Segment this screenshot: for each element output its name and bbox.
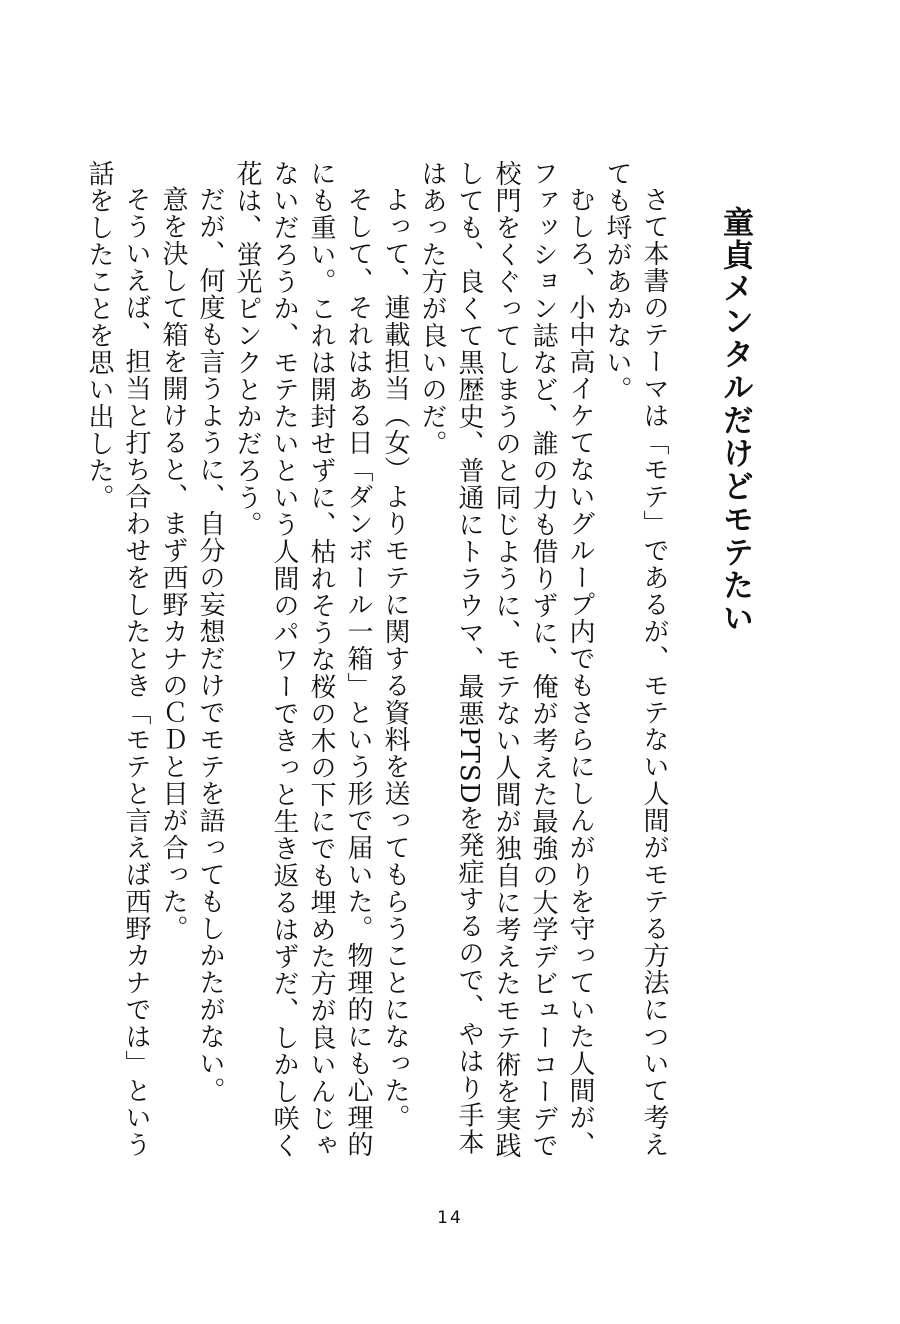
page-number: 14 bbox=[437, 1208, 463, 1228]
paragraph-2: むしろ、小中高イケてないグループ内でもさらにしんがりを守っていた人間が、ファッション誌など、誰の力も借りずに、俺が考えた最強の大学デビューコーデで校門をくぐってしまうのと同じように、モテない人間が独自に考えたモテ術を実践しても、良くて黒歴史、普通にトラウマ、最悪PTSDを発症するので、やはり手本はあった方が良いのだ。 bbox=[417, 160, 595, 1159]
paragraph-3: よって、連載担当（女）よりモテに関する資料を送ってもらうことになった。 bbox=[380, 186, 410, 1131]
body-text bbox=[80, 160, 672, 1160]
paragraph-1: さて本書のテーマは「モテ」であるが、モテない人間がモテる方法について考えても埒があかない。 bbox=[602, 160, 669, 1158]
paragraph-4: そして、それはある日「ダンボール一箱」という形で届いた。物理的にも心理的にも重い。これは開封せずに、枯れそうな桜の木の下にでも埋めた方が良いんじゃないだろうか、モテたいという人間のパワーできっと生き返るはずだ、しかし咲く花は、蛍光ピンクとかだろう。 bbox=[232, 160, 373, 1159]
paragraph-5: だが、何度も言うように、自分の妄想だけでモテを語ってもしかたがない。 bbox=[195, 186, 225, 1104]
paragraph-7: そういえば、担当と打ち合わせをしたとき「モテと言えば西野カナでは」という話をしたことを思い出した。 bbox=[84, 160, 151, 1158]
chapter-title: 童貞メンタルだけどモテたい bbox=[717, 206, 753, 635]
paragraph-6: 意を決して箱を開けると、まず西野カナのＣＤと目が合った。 bbox=[158, 186, 188, 942]
